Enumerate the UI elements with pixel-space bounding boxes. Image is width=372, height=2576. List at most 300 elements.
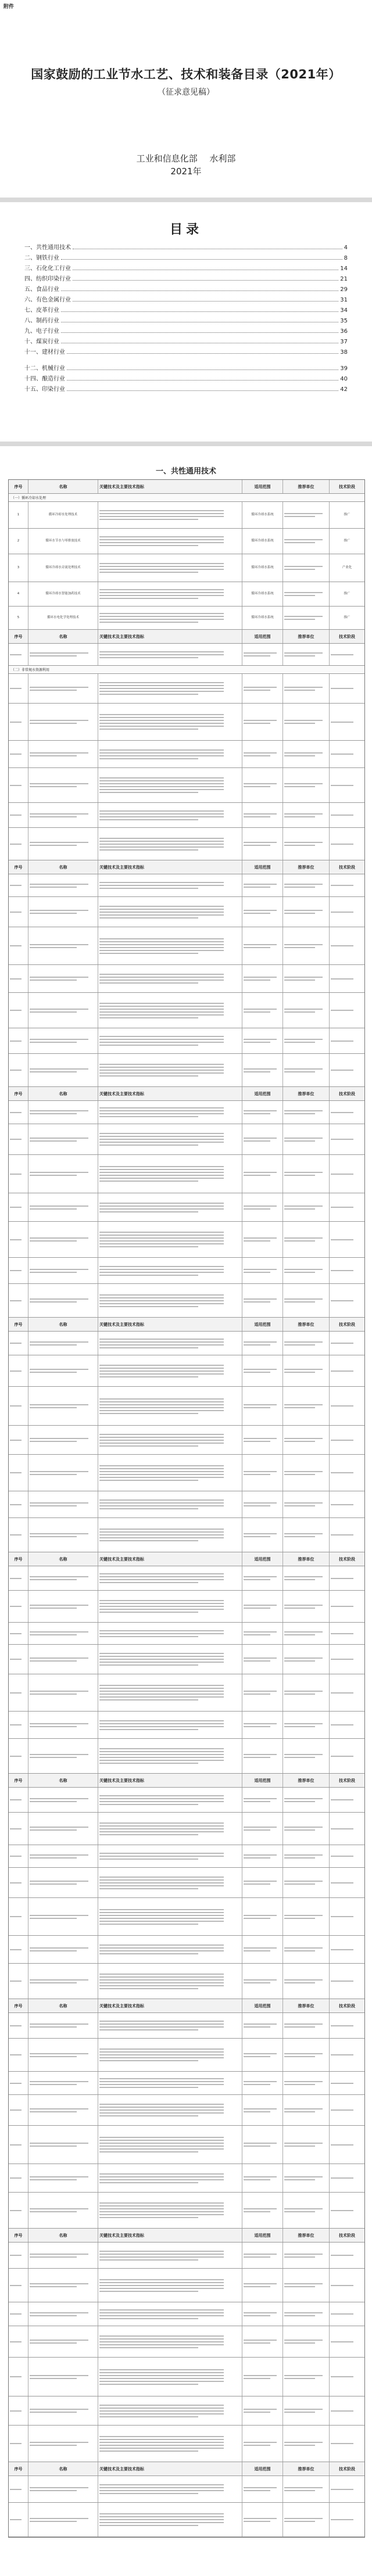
- table-cell: [283, 1898, 330, 1935]
- column-header: 适用范围: [242, 630, 283, 643]
- table-cell: [330, 1739, 364, 1773]
- column-header: 技术阶段: [339, 1091, 355, 1096]
- table-cell: [283, 2095, 330, 2125]
- text-lines: [10, 2487, 27, 2492]
- text-lines: [244, 1136, 281, 1143]
- table-cell: [9, 897, 28, 927]
- table-cell: [9, 1355, 28, 1386]
- text-lines: [331, 1754, 363, 1759]
- table-cell: [98, 897, 242, 927]
- table-cell: [330, 741, 364, 767]
- row-stage: 推广: [344, 592, 350, 595]
- text-lines: [99, 1001, 241, 1020]
- table-cell: [9, 1491, 28, 1517]
- table-cell: [28, 1355, 98, 1386]
- text-lines: [284, 1603, 328, 1610]
- text-lines: [284, 1136, 328, 1143]
- table-cell: [242, 2243, 283, 2268]
- text-lines: [284, 1913, 328, 1921]
- text-lines: [284, 1067, 328, 1074]
- text-lines: [331, 1438, 363, 1443]
- table-cell: [28, 897, 98, 927]
- text-lines: [99, 1651, 241, 1667]
- text-lines: [331, 686, 363, 691]
- text-lines: [30, 1136, 96, 1143]
- table-cell: [9, 803, 28, 827]
- text-lines: [30, 2051, 96, 2059]
- table-cell: [283, 704, 330, 740]
- toc-item[interactable]: [24, 243, 348, 251]
- table-cell: [9, 828, 28, 860]
- table-cell: [28, 1332, 98, 1355]
- text-lines: [244, 1853, 281, 1860]
- text-lines: [99, 1527, 241, 1543]
- text-lines: [284, 1825, 328, 1832]
- table-cell: [98, 2358, 242, 2396]
- column-header: 名称: [28, 2229, 98, 2242]
- text-lines: [244, 1689, 281, 1696]
- table-cell: [98, 927, 242, 964]
- table-cell: [28, 965, 98, 992]
- table-row: [9, 1623, 364, 1645]
- toc-item[interactable]: [24, 316, 348, 324]
- column-header: 序号: [9, 1552, 28, 1566]
- table-cell: [9, 1936, 28, 1963]
- text-lines: [331, 2253, 363, 2258]
- text-lines: [99, 561, 241, 575]
- table-cell: [9, 1455, 28, 1491]
- table-cell: [283, 2243, 330, 2268]
- table-cell: [283, 874, 330, 896]
- table-cell: [283, 768, 330, 802]
- text-lines: [331, 2108, 363, 2112]
- table-row: [9, 768, 364, 803]
- text-lines: [99, 1683, 241, 1702]
- table-cell: [9, 1739, 28, 1773]
- text-lines: [244, 2079, 281, 2087]
- table-row: [9, 1222, 364, 1258]
- table-cell: [28, 1739, 98, 1773]
- text-lines: [30, 2373, 96, 2381]
- text-lines: [244, 2485, 281, 2493]
- table-cell: [9, 2039, 28, 2071]
- toc-title: 目录: [169, 223, 202, 237]
- text-lines: [99, 1498, 241, 1511]
- text-lines: [30, 1825, 96, 1832]
- table-cell: [283, 2476, 330, 2502]
- table-cell: [330, 1674, 364, 1711]
- table-cell: [98, 2476, 242, 2502]
- table-cell: [98, 2426, 242, 2462]
- table-cell: [283, 1788, 330, 1812]
- toc-item[interactable]: [24, 274, 348, 282]
- text-lines: [99, 1293, 241, 1309]
- toc-item-page: 35: [340, 318, 348, 324]
- table-cell: [283, 2269, 330, 2302]
- table-cell: [28, 704, 98, 740]
- toc-item-label: 二、钢铁行业: [24, 255, 59, 261]
- table-row: [9, 1491, 364, 1518]
- table-cell: [9, 1518, 28, 1552]
- text-lines: [284, 718, 328, 726]
- table-cell: [283, 1591, 330, 1622]
- table-cell: [242, 1101, 283, 1124]
- text-lines: [244, 1946, 281, 1953]
- text-lines: [10, 2053, 27, 2057]
- toc-item[interactable]: [24, 264, 348, 272]
- text-lines: [284, 1267, 328, 1275]
- text-lines: [99, 836, 241, 852]
- text-lines: [99, 1907, 241, 1926]
- column-header: 技术阶段: [339, 1322, 355, 1327]
- text-lines: [284, 2252, 328, 2259]
- table-cell: [242, 1674, 283, 1711]
- text-lines: [331, 1881, 363, 1885]
- table-header: [9, 630, 364, 644]
- text-lines: [30, 882, 96, 889]
- table-cell: [283, 1054, 330, 1086]
- table-cell: [28, 803, 98, 827]
- table-cell: [9, 1387, 28, 1425]
- column-header: 推荐单位: [283, 630, 330, 643]
- table-cell: [242, 927, 283, 964]
- toc-item-label: 十五、印染行业: [24, 386, 65, 393]
- table-cell: [98, 2243, 242, 2268]
- text-lines: [331, 2143, 363, 2147]
- table-cell: [242, 1054, 283, 1086]
- text-lines: [30, 1204, 96, 1211]
- toc-item[interactable]: [24, 285, 348, 293]
- table-cell: [28, 607, 98, 629]
- text-lines: [284, 1007, 328, 1014]
- text-lines: [331, 1341, 363, 1346]
- table-cell: [98, 2095, 242, 2125]
- text-lines: [30, 1469, 96, 1477]
- table-cell: [330, 1387, 364, 1425]
- text-lines: [284, 1630, 328, 1637]
- column-header: 序号: [9, 630, 28, 643]
- column-header: 关键技术及主要技术指标: [98, 1999, 242, 2012]
- toc-item[interactable]: [24, 364, 348, 372]
- table-cell: [330, 1284, 364, 1317]
- table-row: [9, 927, 364, 965]
- table-cell: [98, 529, 242, 554]
- table-cell: [28, 1964, 98, 1999]
- table-cell: [330, 582, 364, 606]
- table-row: [9, 704, 364, 741]
- text-lines: [30, 2516, 96, 2524]
- table-cell: [242, 828, 283, 860]
- text-lines: [10, 2024, 27, 2028]
- page-separator: [0, 198, 372, 202]
- column-header: 序号: [9, 1999, 28, 2012]
- text-lines: [284, 2022, 328, 2029]
- text-lines: [30, 1913, 96, 1921]
- toc-item-label: 三、石化化工行业: [24, 266, 71, 272]
- text-lines: [30, 1170, 96, 1178]
- text-lines: [99, 1397, 241, 1416]
- table-cell: [330, 1591, 364, 1622]
- table-cell: [98, 1387, 242, 1425]
- text-lines: [284, 685, 328, 693]
- table-cell: [98, 1898, 242, 1935]
- table-cell: [98, 1355, 242, 1386]
- table-row: [9, 2326, 364, 2358]
- table-cell: [9, 674, 28, 703]
- column-header: 关键技术及主要技术指标: [98, 1774, 242, 1787]
- text-lines: [30, 1656, 96, 1663]
- table-row: [9, 1054, 364, 1087]
- toc-item[interactable]: [24, 337, 348, 345]
- toc-item[interactable]: [24, 347, 348, 356]
- text-lines: [99, 937, 241, 956]
- table-cell: [28, 1155, 98, 1193]
- table-cell: [330, 1193, 364, 1221]
- table-cell: [98, 2326, 242, 2357]
- text-lines: [331, 1068, 363, 1072]
- text-lines: [244, 1402, 281, 1410]
- table-cell: [28, 2193, 98, 2228]
- text-lines: [244, 1796, 281, 1804]
- text-lines: [30, 1037, 96, 1045]
- table-cell: [283, 1426, 330, 1454]
- text-lines: [244, 751, 281, 758]
- table-cell: [330, 554, 364, 582]
- text-lines: [99, 1875, 241, 1891]
- text-lines: [99, 1106, 241, 1119]
- table-cell: [242, 502, 283, 528]
- table-cell: [283, 1518, 330, 1552]
- toc-leader: [61, 259, 342, 260]
- text-lines: [244, 882, 281, 889]
- table-cell: [98, 965, 242, 992]
- table-row: [9, 1387, 364, 1426]
- text-lines: [284, 1574, 328, 1582]
- text-lines: [331, 1631, 363, 1636]
- table-cell: [242, 674, 283, 703]
- toc-item[interactable]: [24, 306, 348, 314]
- table-row: [9, 2126, 364, 2164]
- table-cell: [9, 2243, 28, 2268]
- column-header: 技术阶段: [339, 1778, 355, 1783]
- column-header: 序号: [9, 1087, 28, 1100]
- text-lines: [30, 751, 96, 758]
- table-cell: [242, 803, 283, 827]
- table-row: [9, 1712, 364, 1739]
- table-cell: [330, 607, 364, 629]
- text-lines: [10, 1404, 27, 1408]
- text-lines: [331, 1172, 363, 1176]
- column-header: 关键技术及主要技术指标: [98, 480, 242, 493]
- toc-item[interactable]: [24, 253, 348, 261]
- text-lines: [284, 651, 328, 658]
- text-lines: [244, 1913, 281, 1921]
- text-lines: [331, 1854, 363, 1859]
- toc-item[interactable]: [24, 385, 348, 393]
- table-cell: [283, 2326, 330, 2357]
- text-lines: [99, 2434, 241, 2453]
- text-lines: [331, 2312, 363, 2316]
- table-cell: [242, 1868, 283, 1897]
- table-cell: [242, 1936, 283, 1963]
- text-lines: [284, 2516, 328, 2524]
- toc-leader: [61, 311, 338, 312]
- text-lines: [99, 1972, 241, 1991]
- row-stage: 推广: [344, 616, 350, 619]
- toc-item-label: 九、电子行业: [24, 328, 59, 335]
- table-cell: [28, 502, 98, 528]
- table-cell: [98, 1868, 242, 1897]
- table-row: [9, 1591, 364, 1623]
- table-cell: [242, 2039, 283, 2071]
- table-cell: [242, 1964, 283, 1999]
- table-cell: [98, 2503, 242, 2536]
- table-cell: [9, 2193, 28, 2228]
- text-lines: [10, 2176, 27, 2180]
- text-lines: [284, 2338, 328, 2345]
- text-lines: [99, 587, 241, 601]
- text-lines: [284, 1752, 328, 1760]
- column-header: 推荐单位: [283, 860, 330, 874]
- text-lines: [331, 1237, 363, 1242]
- table-cell: [283, 2039, 330, 2071]
- table-header: [9, 1087, 364, 1101]
- column-header: 关键技术及主要技术指标: [98, 860, 242, 874]
- table-cell: [330, 2039, 364, 2071]
- table-cell: [242, 1387, 283, 1425]
- table-cell: [28, 2358, 98, 2396]
- column-header: 名称: [28, 1999, 98, 2012]
- table-cell: [283, 993, 330, 1028]
- table-row: [9, 1155, 364, 1193]
- table-cell: [98, 2269, 242, 2302]
- table-cell: [283, 2193, 330, 2228]
- table-cell: [242, 1712, 283, 1738]
- text-lines: [30, 2440, 96, 2448]
- row-number: 4: [17, 592, 20, 595]
- table-cell: [28, 828, 98, 860]
- table-cell: [330, 828, 364, 860]
- toc-item-page: 34: [340, 307, 348, 314]
- table-cell: [28, 1426, 98, 1454]
- table-row: [9, 2426, 364, 2462]
- text-lines: [331, 2441, 363, 2446]
- text-lines: [30, 2281, 96, 2289]
- text-lines: [244, 2252, 281, 2259]
- table-row: [9, 1898, 364, 1936]
- table-cell: [242, 1898, 283, 1935]
- text-lines: [10, 2283, 27, 2288]
- toc-item[interactable]: [24, 295, 348, 303]
- column-header: 名称: [28, 480, 98, 493]
- table-cell: [242, 768, 283, 802]
- text-lines: [284, 2485, 328, 2493]
- text-lines: [284, 1340, 328, 1347]
- table-cell: [242, 897, 283, 927]
- table-row: [9, 1355, 364, 1387]
- table-cell: [242, 993, 283, 1028]
- text-lines: [10, 752, 27, 756]
- column-header: 名称: [28, 1087, 98, 1100]
- table-cell: [9, 1964, 28, 1999]
- table-cell: [28, 2164, 98, 2192]
- column-header: 适用范围: [242, 860, 283, 874]
- text-lines: [99, 2201, 241, 2220]
- table-row: [9, 2503, 364, 2537]
- text-lines: [331, 2374, 363, 2379]
- text-lines: [244, 908, 281, 916]
- table-row: [9, 1124, 364, 1155]
- text-lines: [10, 1723, 27, 1727]
- table-cell: [330, 897, 364, 927]
- table-cell: [242, 1491, 283, 1517]
- row-name: 循环冷却水智能加药技术: [45, 592, 81, 595]
- table-cell: [242, 2126, 283, 2164]
- toc-item[interactable]: [24, 327, 348, 335]
- text-lines: [244, 1204, 281, 1211]
- toc-item[interactable]: [24, 374, 348, 382]
- text-lines: [10, 1657, 27, 1662]
- text-lines: [244, 2141, 281, 2148]
- table-cell: [28, 741, 98, 767]
- table-cell: [242, 874, 283, 896]
- table-cell: [28, 1623, 98, 1644]
- text-lines: [30, 2107, 96, 2114]
- table-cell: [330, 2326, 364, 2357]
- table-row: [9, 2039, 364, 2072]
- text-lines: [10, 943, 27, 948]
- text-lines: [284, 1879, 328, 1886]
- table-cell: [330, 2243, 364, 2268]
- text-lines: [331, 1914, 363, 1919]
- table-cell: [98, 1739, 242, 1773]
- column-header: 适用范围: [242, 1774, 283, 1787]
- table-cell: [9, 741, 28, 767]
- table-cell: [283, 1964, 330, 1999]
- table-cell: [283, 607, 330, 629]
- table-cell: [242, 1193, 283, 1221]
- column-header: 关键技术及主要技术指标: [98, 1318, 242, 1331]
- text-lines: [331, 1691, 363, 1695]
- column-header: 序号: [9, 860, 28, 874]
- table-cell: [98, 1623, 242, 1644]
- table-cell: [28, 2072, 98, 2094]
- text-lines: [331, 977, 363, 981]
- table-cell: [98, 1426, 242, 1454]
- text-lines: [99, 1851, 241, 1861]
- category-row: （二）非常规水资源利用: [9, 666, 364, 674]
- text-lines: [30, 2310, 96, 2318]
- table-cell: [242, 1426, 283, 1454]
- column-header: 适用范围: [242, 480, 283, 493]
- table-cell: [242, 2095, 283, 2125]
- table-cell: [283, 644, 330, 665]
- text-lines: [331, 1369, 363, 1373]
- table-cell: [9, 1845, 28, 1867]
- column-header: 适用范围: [242, 1999, 283, 2012]
- table-cell: [9, 2503, 28, 2536]
- table-cell: [242, 1813, 283, 1845]
- table-cell: [98, 1124, 242, 1154]
- table-cell: [9, 993, 28, 1028]
- text-lines: [244, 2022, 281, 2029]
- text-lines: [99, 1598, 241, 1615]
- text-lines: [30, 2207, 96, 2214]
- text-lines: [331, 2409, 363, 2413]
- table-row: [9, 1518, 364, 1552]
- text-lines: [99, 2482, 241, 2496]
- text-lines: [244, 2338, 281, 2345]
